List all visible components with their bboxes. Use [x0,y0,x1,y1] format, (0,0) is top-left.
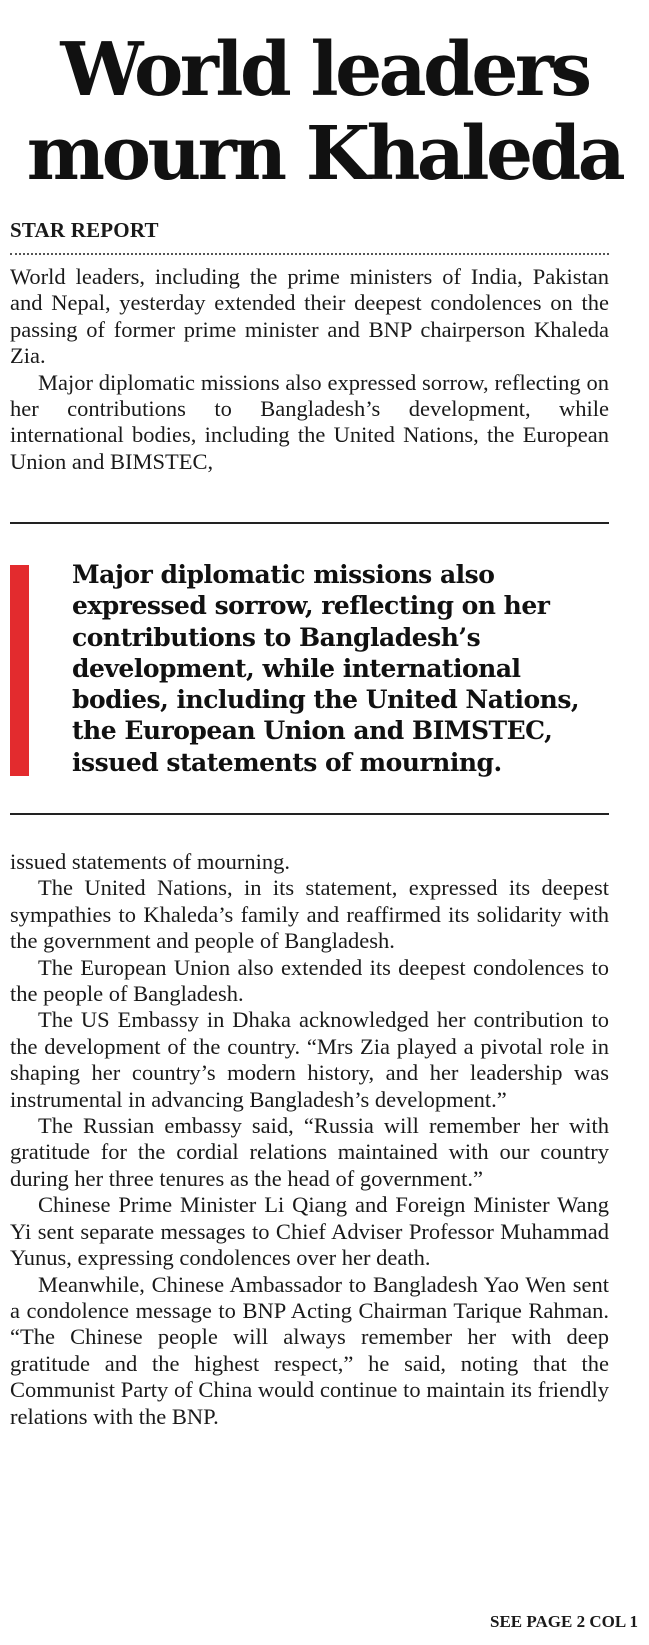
paragraph: Chinese Prime Minister Li Qiang and Foreign Minister Wang Yi sent separate messages to Chief Adviser Professor Muhammad Yunus, expressing condolences over her death. [10,1192,609,1271]
paragraph: The US Embassy in Dhaka acknowledged her contribution to the development of the country. “Mrs Zia played a pivotal role in shaping her country’s modern history, and her leadership was instrumental in advancing Bangladesh’s development.” [10,1007,609,1112]
article-body-bottom [10,849,609,1430]
pullquote-top-rule [10,522,609,524]
article-body-top [10,264,609,475]
paragraph: The Russian embassy said, “Russia will remember her with gratitude for the cordial relations maintained with our country during her three tenures as the head of government.” [10,1113,609,1191]
paragraph: The European Union also extended its deepest condolences to the people of Bangladesh. [10,954,609,1007]
byline-divider [10,253,609,255]
pull-quote: Major diplomatic missions also expressed sorrow, reflecting on her contributions to Bangladesh’s development, while international bodies, including the United Nations, the European Union and BIMSTEC, issued statements of mourning. [72,560,580,777]
paragraph: Major diplomatic missions also expressed sorrow, reflecting on her contributions to Bangladesh’s development, while international bodies, including the United Nations, the European Union and BIMSTEC, [10,369,609,474]
pullquote-bottom-rule [10,813,609,815]
paragraph: World leaders, including the prime ministers of India, Pakistan and Nepal, yesterday extended their deepest condolences on the passing of former prime minister and BNP chairperson Khaleda Zia. [10,264,609,369]
pullquote-accent-bar [10,565,29,776]
continuation-jump: SEE PAGE 2 COL 1 [490,1612,638,1631]
headline-line-2: mourn Khaleda [26,111,623,197]
headline-line-1: World leaders [60,27,589,113]
byline: STAR REPORT [10,218,159,242]
paragraph: issued statements of mourning. [10,849,290,874]
paragraph: The United Nations, in its statement, expressed its deepest sympathies to Khaleda’s family and reaffirmed its solidarity with the government and people of Bangladesh. [10,875,609,954]
article-headline [8,28,641,196]
paragraph: Meanwhile, Chinese Ambassador to Bangladesh Yao Wen sent a condolence message to BNP Acting Chairman Tarique Rahman. “The Chinese people will always remember her with deep gratitude and the highest respect,” he said, noting that the Communist Party of China would continue to maintain its friendly relations with the BNP. [10,1271,609,1429]
